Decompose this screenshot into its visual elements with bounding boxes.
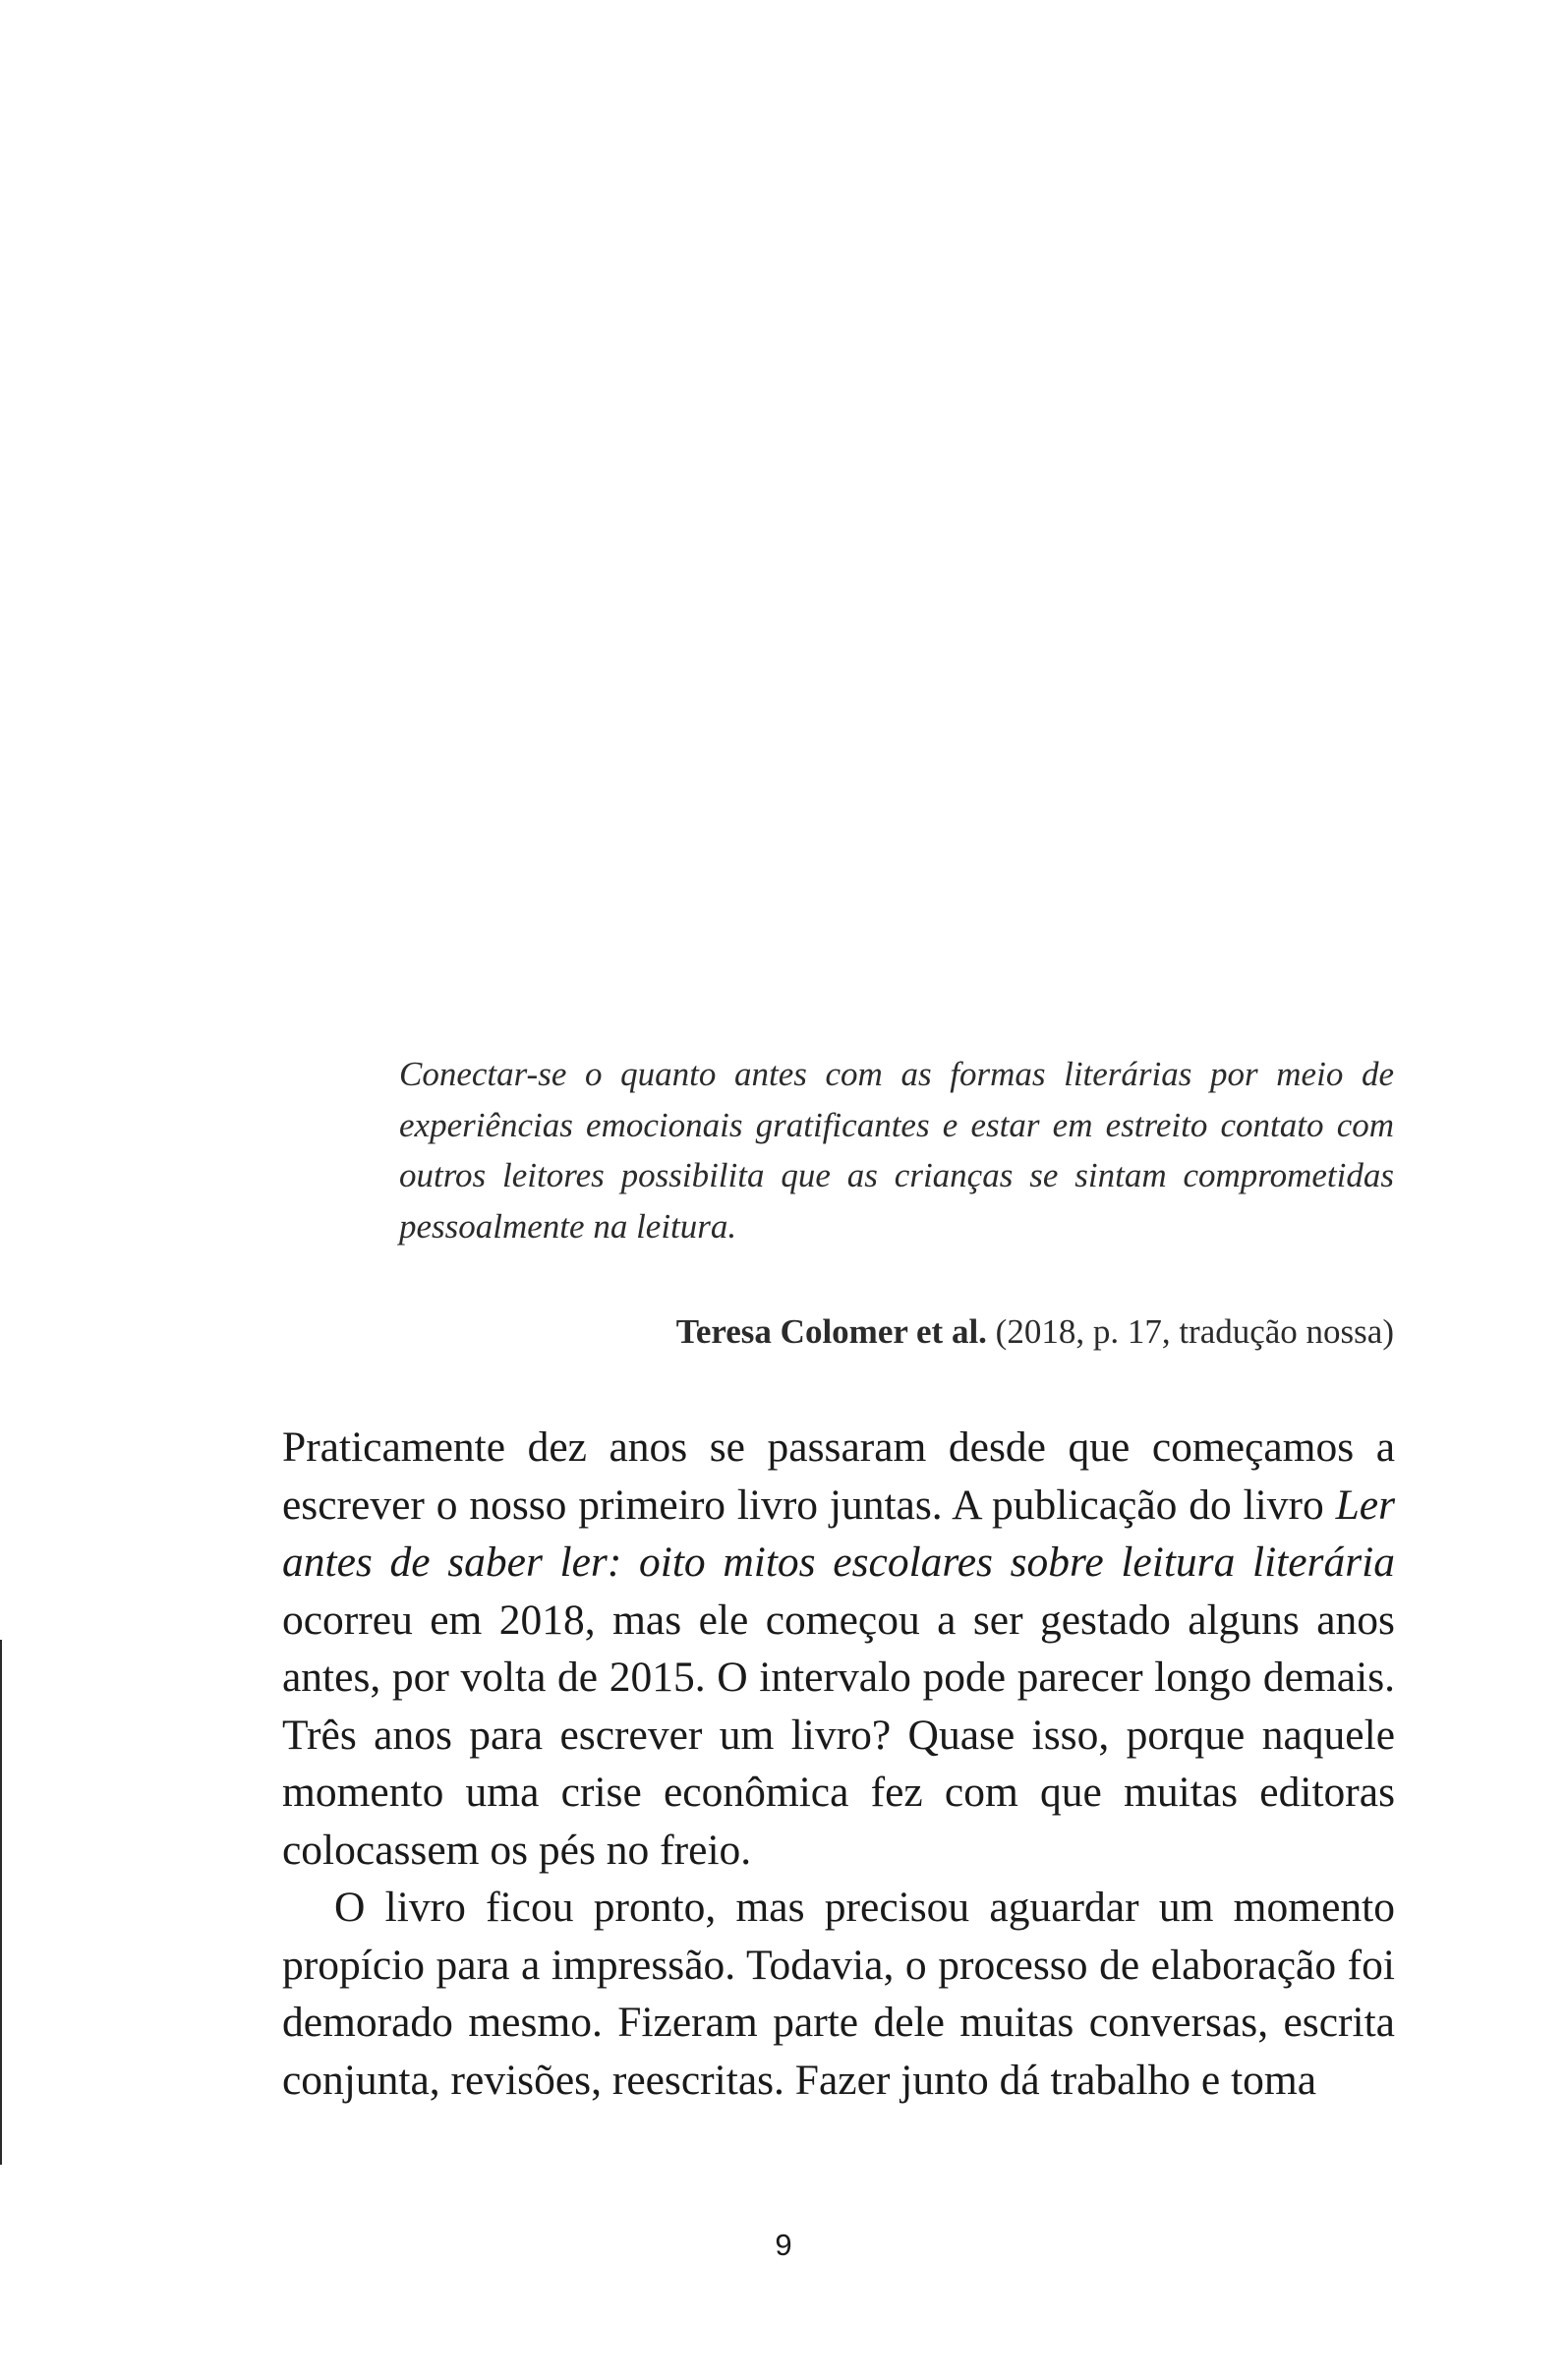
- paragraph-1-end: ocorreu em 2018, mas ele começou a ser gestado alguns anos antes, por volta de 2015. O intervalo pode parecer longo demais. Três anos para escrever um livro? Quase isso, porque naquele momento uma crise econômica fez com que muitas editoras colocassem os pés no freio.: [282, 1596, 1395, 1874]
- margin-rule: [0, 1640, 2, 2165]
- attribution-citation: (2018, p. 17, tradução nossa): [995, 1312, 1394, 1351]
- book-title: Ler antes de saber ler: oito mitos escolares sobre leitura literária: [282, 1480, 1395, 1586]
- paragraph-2: O livro ficou pronto, mas precisou aguardar um momento propício para a impressão. Todavia, o processo de elaboração foi demorado mesmo. Fizeram parte dele muitas conversas, escrita conjunta, revisões, reescritas. Fazer junto dá trabalho e toma: [282, 1884, 1395, 2104]
- epigraph-attribution: [676, 1307, 1394, 1357]
- page-number: 9: [775, 2228, 792, 2262]
- body-text: [282, 1419, 1395, 2109]
- attribution-author: Teresa Colomer et al.: [675, 1312, 987, 1351]
- paragraph-1-start: Praticamente dez anos se passaram desde que começamos a escrever o nosso primeiro livro juntas. A publicação do livro: [282, 1423, 1395, 1529]
- paragraph-1: [282, 1419, 1395, 1879]
- epigraph-text: Conectar-se o quanto antes com as formas literárias por meio de experiências emocionais gratificantes e estar em estreito contato com outros leitores possibilita que as crianças se sintam comprometidas pessoalmente na leitura.: [399, 1055, 1394, 1246]
- epigraph: [399, 1049, 1394, 1251]
